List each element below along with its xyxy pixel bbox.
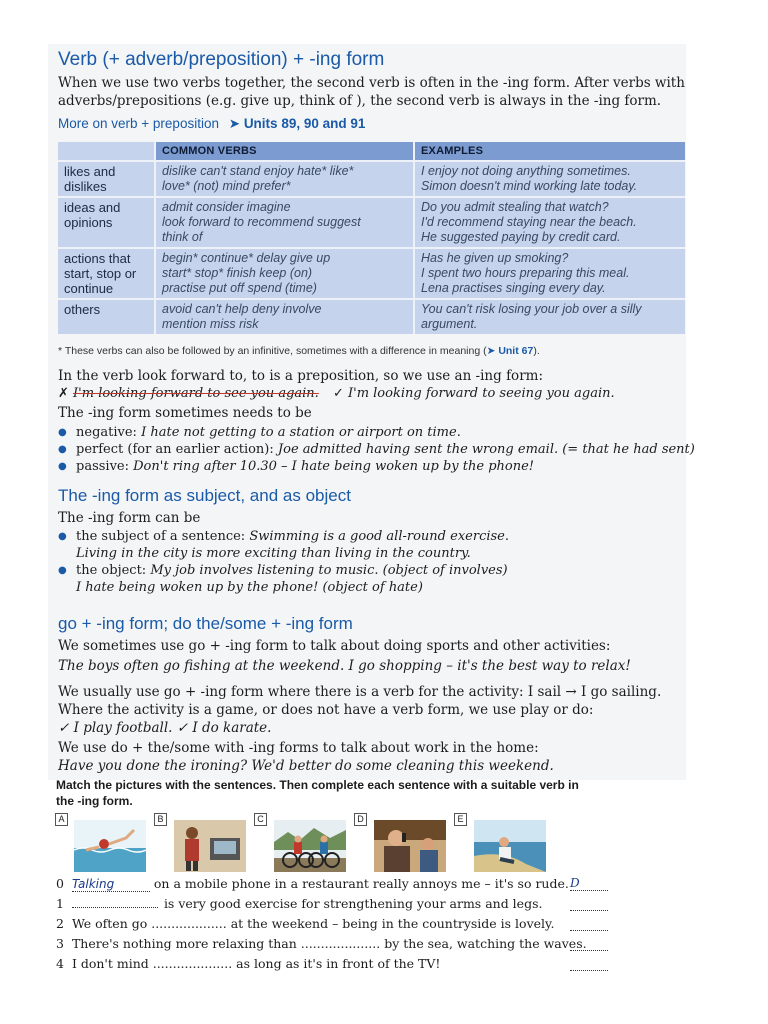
verbs-line: think of [162,230,203,244]
example-line: argument. [421,317,478,331]
category-cell: others [58,299,155,334]
answer-blank[interactable]: Talking [72,877,150,892]
table-header-row [58,142,685,161]
more-on-link [58,116,365,132]
answer-letter-1[interactable] [570,896,608,911]
verbs-cell [155,197,414,248]
section3-line-7: Have you done the ironing? We'd better do some cleaning this weekend. [58,758,554,774]
examples-cell [414,299,685,334]
wrong-right-example [58,386,615,401]
verbs-line: admit consider imagine [162,200,291,214]
verbs-cell [155,299,414,334]
intro-line-2: adverbs/prepositions (e.g. give up, think of ), the second verb is always in the -ing form. [58,93,662,109]
bullet-label: perfect (for an earlier action): [76,442,278,457]
bullet-text-2: I hate being woken up by the phone! (object of hate) [76,580,423,595]
picture-label-a: A [55,813,68,826]
footnote-end: ). [533,345,540,357]
footnote-text: * These verbs can also be followed by an infinitive, sometimes with a difference in meaning ( [58,345,487,357]
phone-in-restaurant-illustration [374,820,446,872]
footnote-ref: Unit 67 [498,345,534,357]
example-line: Do you admit stealing that watch? [421,200,609,214]
check-icon: ✓ [332,386,348,401]
bullet-label: passive: [76,459,134,474]
person-working-illustration [174,820,246,872]
bullet-text: I hate not getting to a station or airport on time. [141,425,461,440]
item-number: 4 [56,956,64,971]
more-on-label: More on verb + preposition [58,116,219,131]
verbs-cell [155,161,414,197]
table-row [58,197,685,248]
section-title-verb-ing: Verb (+ adverb/preposition) + -ing form [58,49,385,70]
example-line: Lena practises singing every day. [421,281,606,295]
arrow-icon: ➤ [228,116,241,131]
notes-bullets [56,424,695,475]
exercise-instruction-1: Match the pictures with the sentences. Then complete each sentence with a suitable verb in [56,778,579,792]
answer-letter-3[interactable] [570,936,608,951]
table-footnote [58,345,540,357]
item-text: is very good exercise for strengthening your arms and legs. [163,896,543,911]
example-line: I'd recommend staying near the beach. [421,215,637,229]
verbs-line: practise put off spend (time) [162,281,317,295]
section2-intro: The -ing form can be [58,510,201,526]
section-title-subject-object: The -ing form as subject, and as object [58,486,351,505]
person-by-sea-illustration [474,820,546,872]
section3-line-2: The boys often go fishing at the weekend. I go shopping – it's the best way to relax! [58,658,631,674]
note-line-2: The -ing form sometimes needs to be [58,405,312,421]
item-text: on a mobile phone in a restaurant really annoys me – it's so rude. [149,876,569,891]
answer-letter-4[interactable] [570,956,608,971]
verbs-line: start* stop* finish keep (on) [162,266,313,280]
bullet-text: Don't ring after 10.30 – I hate being woken up by the phone! [133,459,535,474]
item-text: We often go ................... at the weekend – being in the countryside is lovely. [71,916,555,931]
more-on-ref: Units 89, 90 and 91 [243,116,366,131]
answer-letter-0[interactable]: D [570,876,608,891]
examples-cell [414,161,685,197]
item-number: 0 [56,876,64,891]
intro-line-1: When we use two verbs together, the second verb is often in the -ing form. After verbs with [58,75,685,91]
verbs-line: love* (not) mind prefer* [162,179,291,193]
section3-line-6: We use do + the/some with -ing forms to talk about work in the home: [58,740,539,756]
bullet-text-2: Living in the city is more exciting than living in the country. [76,546,471,561]
list-item [56,424,695,441]
swimmer-illustration [74,820,146,872]
verbs-line: look forward to recommend suggest [162,215,361,229]
verbs-line: begin* continue* delay give up [162,251,331,265]
section3-line-5: ✓ I play football. ✓ I do karate. [58,720,272,736]
list-item [56,562,509,596]
list-item [56,528,509,562]
bullet-label: the object: [76,563,151,578]
table-header-examples: EXAMPLES [414,142,685,161]
example-line: I enjoy not doing anything sometimes. [421,164,631,178]
item-number: 2 [56,916,64,931]
bullet-text: Swimming is a good all-round exercise. [249,529,509,544]
category-cell: ideas and opinions [58,197,155,248]
bullet-label: negative: [76,425,142,440]
right-example: I'm looking forward to seeing you again. [347,386,615,401]
verbs-line: dislike can't stand enjoy hate* like* [162,164,354,178]
examples-cell [414,248,685,299]
arrow-icon: ➤ [486,345,499,357]
bullet-label: the subject of a sentence: [76,529,250,544]
section3-line-4: Where the activity is a game, or does not have a verb form, we use play or do: [58,702,594,718]
table-row [58,299,685,334]
list-item [56,441,695,458]
example-line: I spent two hours preparing this meal. [421,266,630,280]
verbs-line: mention miss risk [162,317,259,331]
section-title-go-ing: go + -ing form; do the/some + -ing form [58,614,353,633]
exercise-instruction-2: the -ing form. [56,794,133,808]
examples-cell [414,197,685,248]
answer-letter-2[interactable] [570,916,608,931]
exercise-item-2 [56,916,554,931]
section2-bullets [56,528,509,596]
verbs-line: avoid can't help deny involve [162,302,322,316]
section3-line-1: We sometimes use go + -ing form to talk about doing sports and other activities: [58,638,611,654]
example-line: You can't risk losing your job over a silly [421,302,642,316]
picture-label-b: B [154,813,167,826]
table-header-verbs: COMMON VERBS [155,142,414,161]
table-header-empty [58,142,155,161]
example-line: Has he given up smoking? [421,251,569,265]
wrong-example: I'm looking forward to see you again. [73,386,319,401]
bullet-text: My job involves listening to music. (object of involves) [150,563,508,578]
list-item [56,458,695,475]
section3-line-3: We usually use go + -ing form where there is a verb for the activity: I sail → I go sailing. [58,684,662,700]
example-line: Simon doesn't mind working late today. [421,179,638,193]
picture-label-d: D [354,813,367,826]
note-line-1: In the verb look forward to, to is a preposition, so we use an -ing form: [58,368,543,384]
picture-label-e: E [454,813,467,826]
verbs-cell [155,248,414,299]
bullet-text: Joe admitted having sent the wrong email. (= that he had sent) [277,442,695,457]
verbs-table [58,142,685,334]
picture-label-c: C [254,813,267,826]
exercise-item-0 [56,876,569,892]
item-text: I don't mind .................... as long as it's in front of the TV! [71,956,441,971]
item-text: There's nothing more relaxing than .................... by the sea, watching the waves. [71,936,587,951]
item-number: 3 [56,936,64,951]
exercise-item-3 [56,936,587,951]
answer-blank[interactable] [72,907,158,908]
item-number: 1 [56,896,64,911]
table-row [58,161,685,197]
cyclists-illustration [274,820,346,872]
exercise-item-4 [56,956,440,971]
category-cell: actions that start, stop or continue [58,248,155,299]
category-cell: likes and dislikes [58,161,155,197]
example-line: He suggested paying by credit card. [421,230,621,244]
exercise-item-1 [56,896,542,911]
table-row [58,248,685,299]
cross-icon: ✗ [58,386,74,401]
